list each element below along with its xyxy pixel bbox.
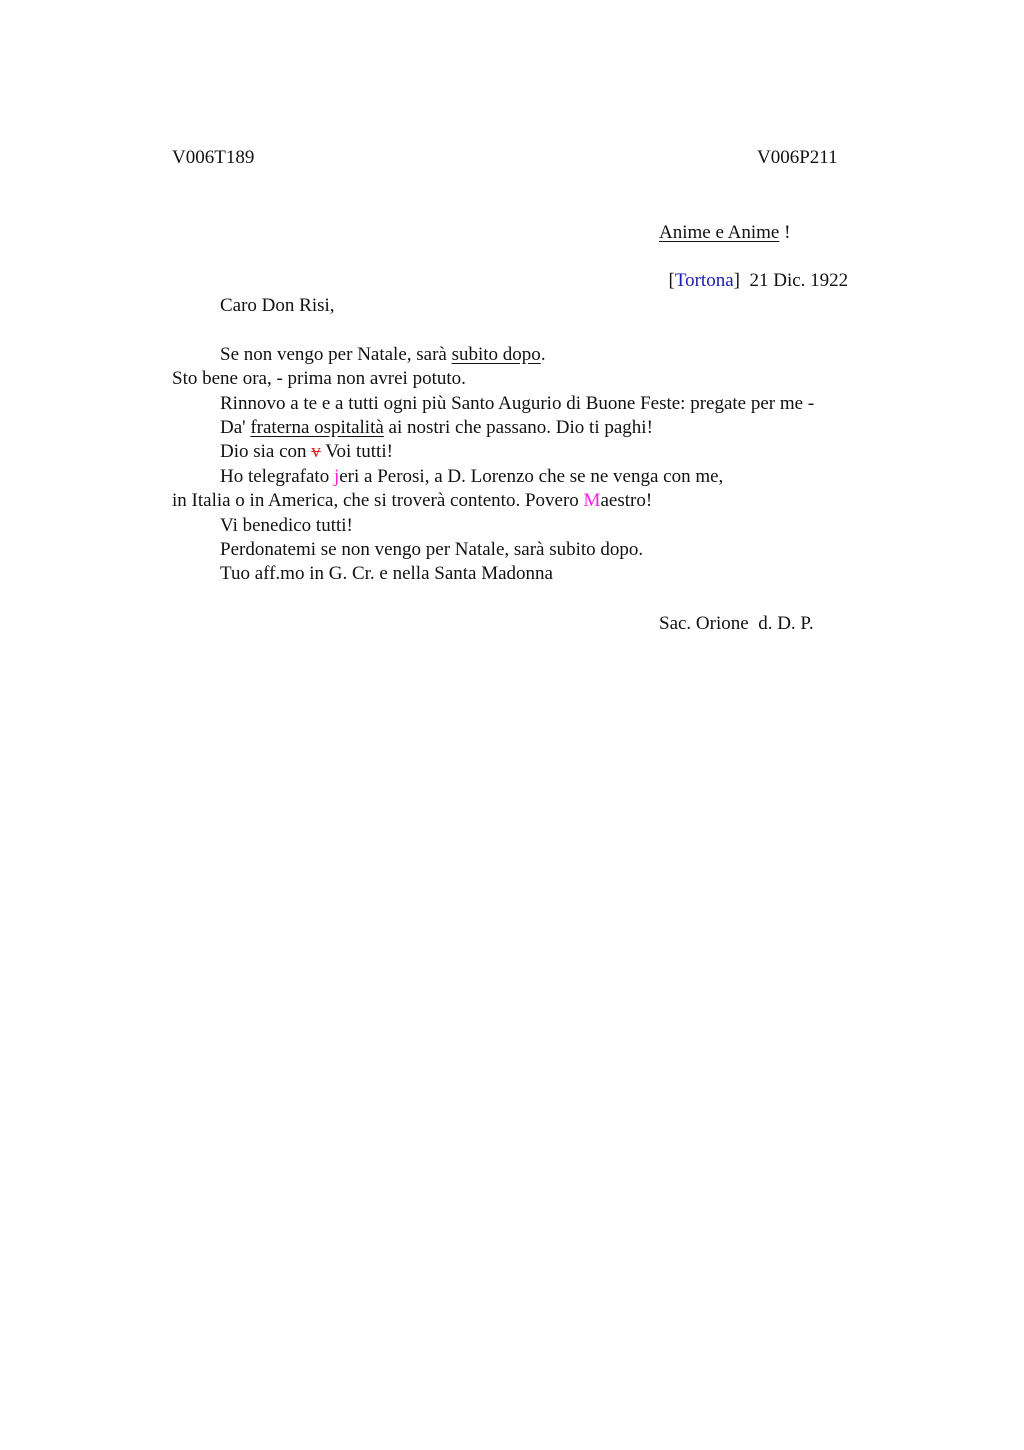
- body-line-1: [220, 343, 546, 367]
- corrected-letter: M: [583, 490, 601, 511]
- body-line-4: [220, 416, 653, 440]
- motto-text: Anime e Anime: [659, 222, 780, 243]
- signature: Sac. Orione d. D. P.: [659, 613, 814, 634]
- body-line-3: Rinnovo a te e a tutti ogni più Santo Augurio di Buone Feste: pregate per me -: [220, 393, 815, 414]
- body-line-10: Tuo aff.mo in G. Cr. e nella Santa Madonna: [220, 563, 553, 584]
- body-text: ai nostri che passano. Dio ti paghi!: [383, 417, 653, 438]
- body-line-2: Sto bene ora, - prima non avrei potuto.: [172, 368, 466, 389]
- place-date-line: [659, 245, 848, 293]
- document-code-right: V006P211: [757, 147, 838, 168]
- document-code-left: V006T189: [172, 147, 255, 168]
- body-text: Ho telegrafato: [220, 466, 334, 487]
- underlined-text: fraterna ospitalità: [250, 417, 384, 438]
- body-text: Voi tutti!: [320, 441, 393, 462]
- body-text: Se non vengo per Natale, sarà: [220, 344, 452, 365]
- motto-line: [659, 221, 790, 245]
- struck-letter: v: [311, 441, 321, 462]
- body-text: in Italia o in America, che si troverà contento. Povero: [172, 490, 584, 511]
- underlined-text: subito dopo: [451, 344, 541, 365]
- bracket-open: [: [668, 270, 675, 291]
- body-line-6: [220, 465, 723, 489]
- body-line-5: [220, 440, 393, 464]
- bracket-close: ]: [733, 270, 740, 291]
- body-text: .: [540, 344, 546, 365]
- body-text: Dio sia con: [220, 441, 312, 462]
- motto-suffix: !: [779, 222, 791, 243]
- body-line-8: Vi benedico tutti!: [220, 515, 353, 536]
- body-line-7: [172, 489, 652, 513]
- place-name: Tortona: [674, 270, 734, 291]
- letter-date: 21 Dic. 1922: [739, 270, 849, 291]
- body-line-9: Perdonatemi se non vengo per Natale, sarà subito dopo.: [220, 539, 644, 560]
- corrected-letter: j: [333, 466, 340, 487]
- body-text: aestro!: [600, 490, 653, 511]
- body-text: eri a Perosi, a D. Lorenzo che se ne venga con me,: [339, 466, 724, 487]
- salutation: Caro Don Risi,: [220, 295, 335, 316]
- body-text: Da': [220, 417, 251, 438]
